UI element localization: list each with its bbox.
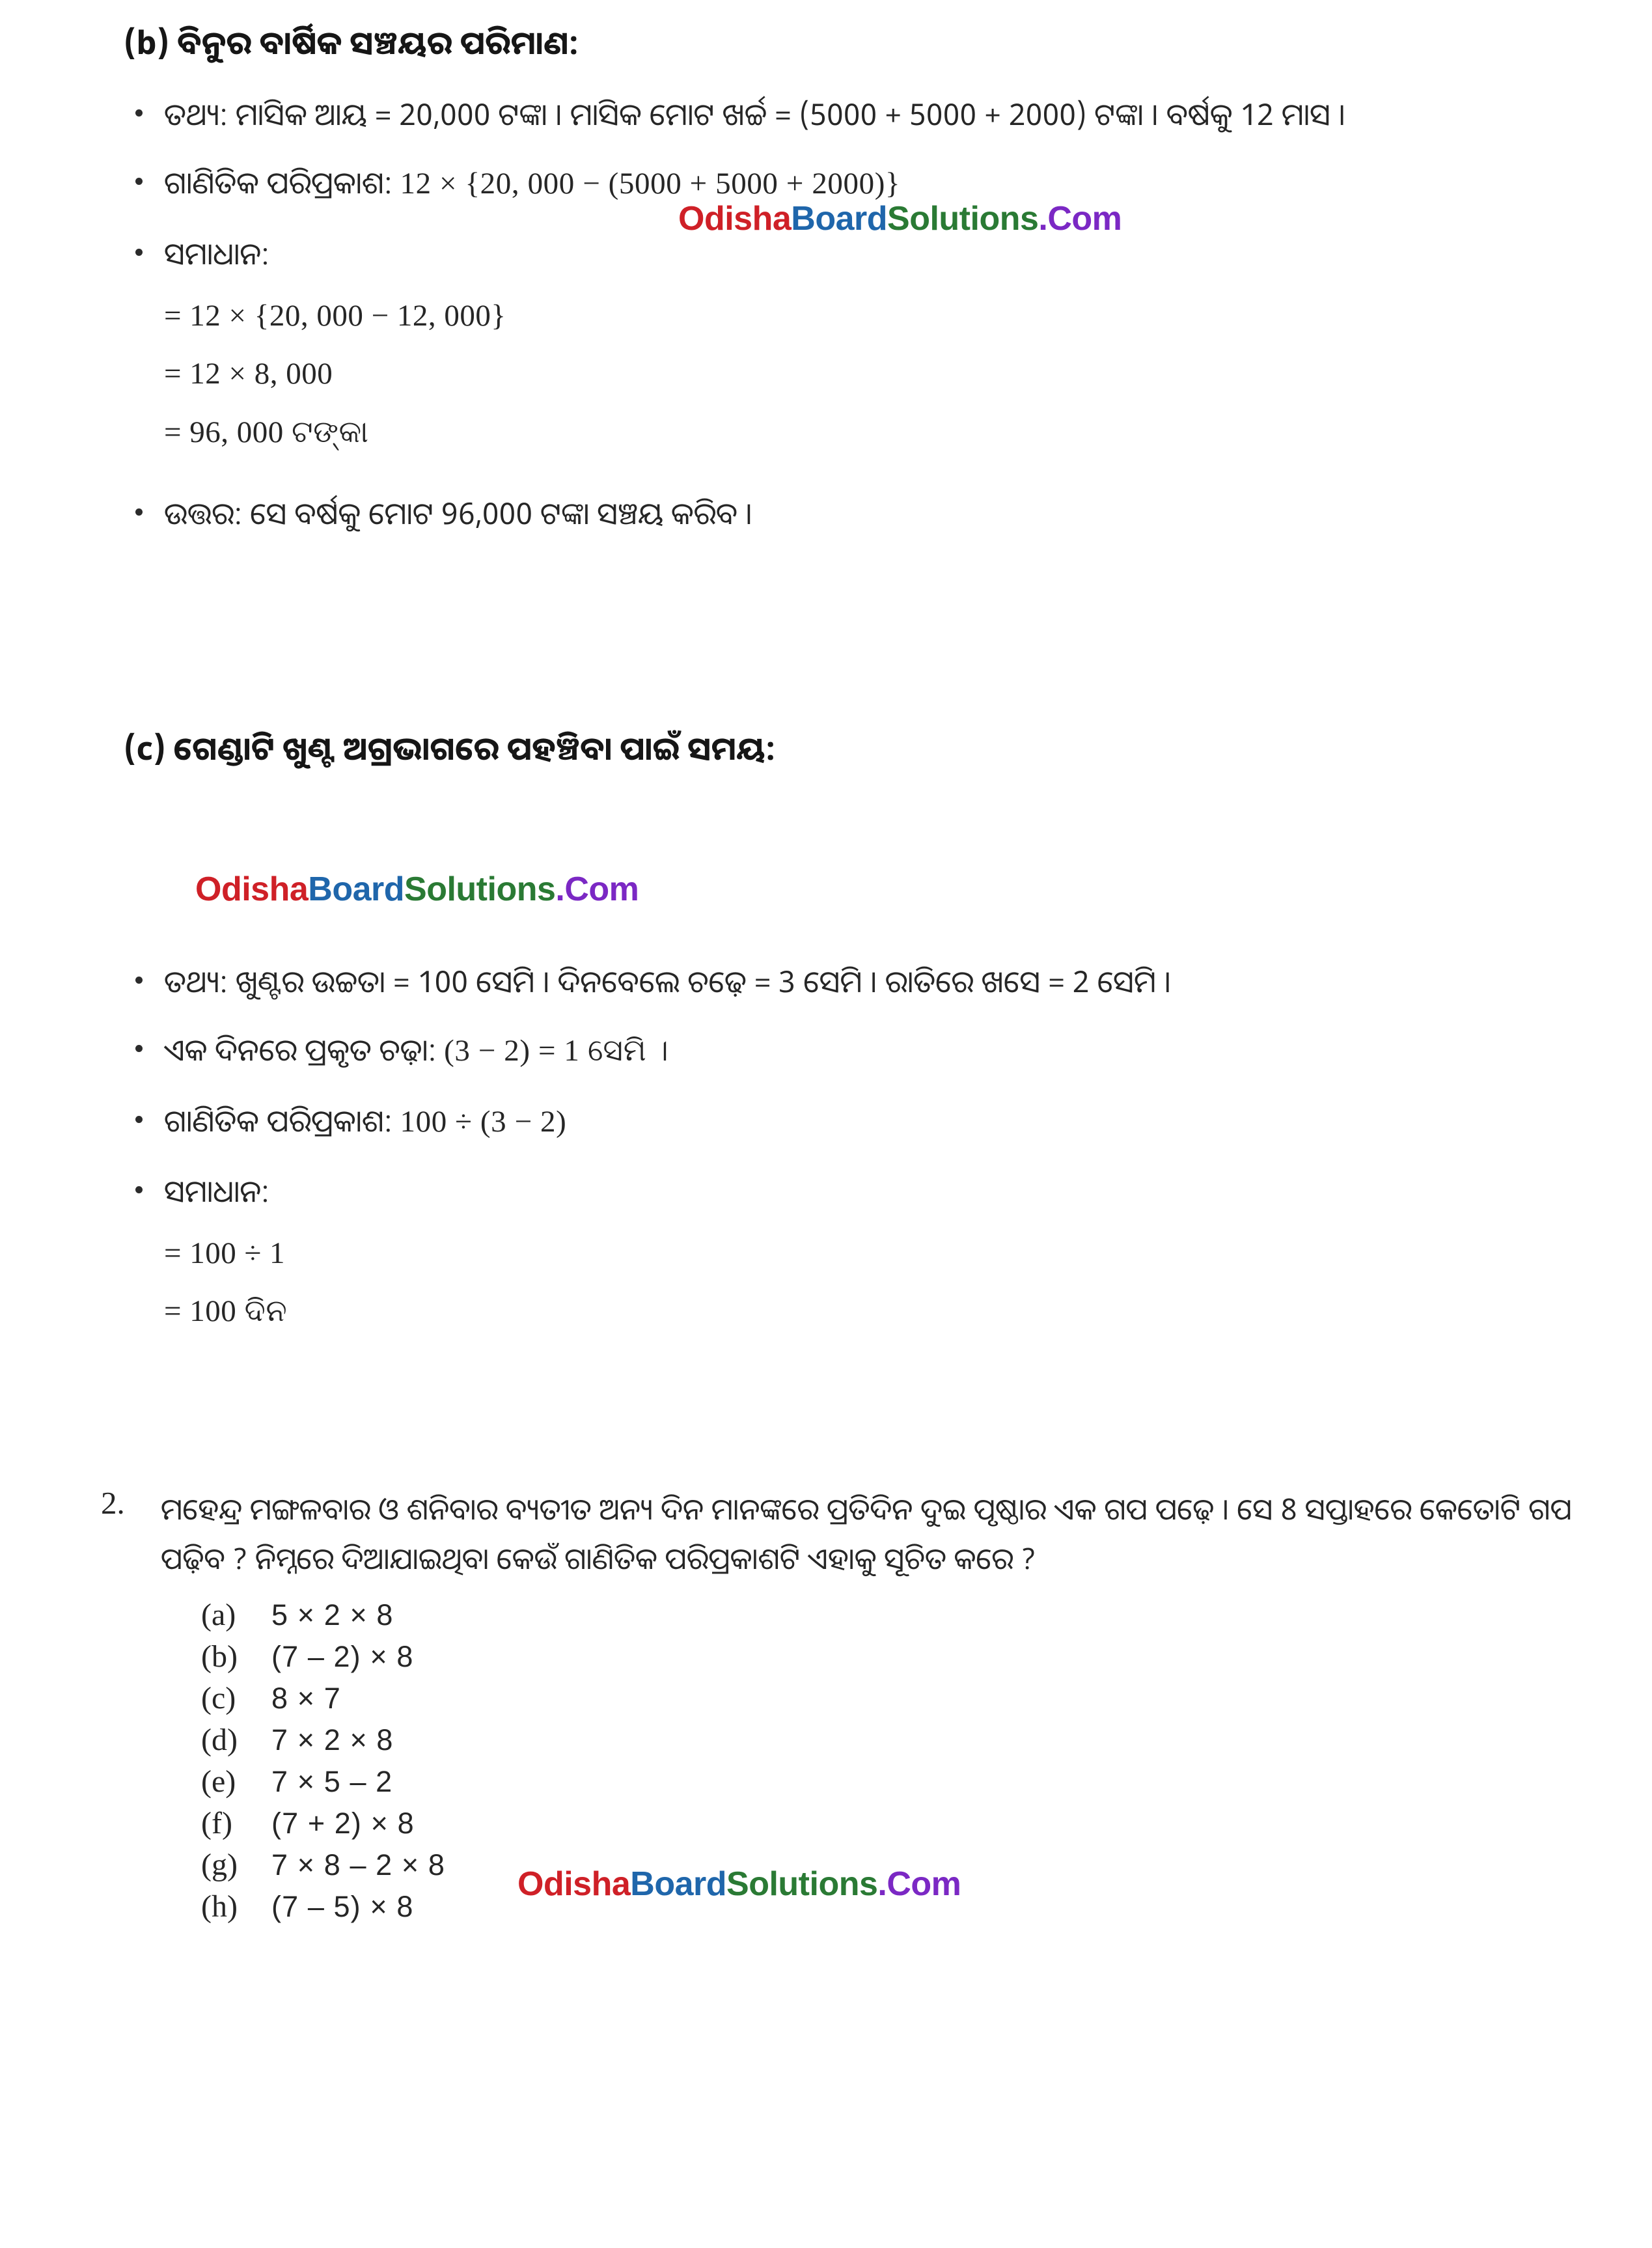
option-c-expression: 8 × 7 <box>271 1682 341 1715</box>
bullet-b-expression-label: ଗାଣିତିକ ପରିପ୍ରକାଶ: <box>164 162 392 203</box>
step-line: = 100 ÷ 1 <box>164 1236 286 1271</box>
option-d-label: (d) <box>201 1723 238 1758</box>
list-item <box>124 957 1588 1006</box>
section-b-heading: (b) ବିନୁର ବାର୍ଷିକ ସଞ୍ଚୟର ପରିମାଣ: <box>124 21 579 64</box>
option-b[interactable] <box>201 1639 1591 1674</box>
watermark-part-com: .Com <box>877 1865 961 1903</box>
watermark-part-com: .Com <box>555 870 639 908</box>
step-line: = 96, 000 ଟଙ୍କା <box>164 415 369 449</box>
bullet-c-given-label: ତଥ୍ୟ: <box>164 961 228 1001</box>
step-line: = 12 × {20, 000 − 12, 000} <box>164 298 506 333</box>
bullet-c-daily-gain-label: ଏକ ଦିନରେ ପ୍ରକୃତ ଚଢ଼ା: <box>164 1029 437 1070</box>
bullet-c-daily-gain <box>164 1025 1588 1076</box>
step-line: = 100 ଦିନ <box>164 1294 288 1329</box>
option-h-label: (h) <box>201 1889 238 1924</box>
option-d[interactable] <box>201 1722 1591 1758</box>
question-2-body <box>161 1484 1591 1930</box>
question-2-number: 2. <box>101 1485 125 1521</box>
option-c[interactable] <box>201 1680 1591 1716</box>
watermark-brand <box>195 872 639 906</box>
bullet-c-expression-label: ଗାଣିତିକ ପରିପ୍ରକାଶ: <box>164 1100 392 1141</box>
option-c-label: (c) <box>201 1681 236 1716</box>
section-c-heading: (c) ଗେଣ୍ଡାଟି ଖୁଣ୍ଟ ଅଗ୍ରଭାଗରେ ପହଞ୍ଚିବା ପାଇଁ ସମୟ: <box>124 727 776 770</box>
bullet-b-given <box>164 90 1588 139</box>
option-d-expression: 7 × 2 × 8 <box>271 1723 394 1757</box>
option-a-label: (a) <box>201 1598 236 1633</box>
section-c <box>124 727 1588 770</box>
option-f[interactable] <box>201 1805 1591 1841</box>
watermark-brand <box>517 1867 961 1901</box>
option-b-label: (b) <box>201 1639 238 1674</box>
watermark-part-odisha: Odisha <box>195 870 309 908</box>
option-f-expression: (7 + 2) × 8 <box>271 1807 415 1840</box>
bullet-c-daily-gain-math: (3 − 2) = 1 ସେମି । <box>444 1034 669 1068</box>
bullet-b-answer-text: ସେ ବର୍ଷକୁ ମୋଟ 96,000 ଟଙ୍କା ସଞ୍ଚୟ କରିବ । <box>250 492 753 533</box>
bullet-b-answer <box>164 489 1588 538</box>
list-item <box>124 1167 1588 1341</box>
question-2 <box>101 1484 1591 1930</box>
watermark-part-board: Board <box>630 1865 727 1903</box>
watermark-part-solutions: Solutions <box>404 870 556 908</box>
bullet-c-solution-label: ସମାଧାନ: <box>164 1170 269 1211</box>
section-b-bullet-list <box>124 90 1588 538</box>
option-e[interactable] <box>201 1764 1591 1799</box>
option-f-label: (f) <box>201 1806 232 1841</box>
option-a-expression: 5 × 2 × 8 <box>271 1598 394 1632</box>
list-item <box>124 1096 1588 1147</box>
watermark-part-board: Board <box>308 870 405 908</box>
bullet-c-given-text: ଖୁଣ୍ଟର ଉଚ୍ଚତା = 100 ସେମି । ଦିନବେଲେ ଚଢ଼େ = 3 ସେମି । ରାତିରେ ଖସେ = 2 ସେମି । <box>235 961 1172 1001</box>
section-c-steps <box>164 1225 1588 1341</box>
watermark-part-board: Board <box>791 200 888 238</box>
watermark-part-odisha: Odisha <box>517 1865 631 1903</box>
section-c-body <box>124 957 1588 1358</box>
bullet-b-given-label: ତଥ୍ୟ: <box>164 94 228 134</box>
section-b <box>124 21 1588 555</box>
list-item <box>124 489 1588 538</box>
bullet-c-expression <box>164 1096 1588 1147</box>
option-g-label: (g) <box>201 1848 238 1883</box>
section-b-steps <box>164 287 1588 462</box>
bullet-c-expression-math: 100 ÷ (3 − 2) <box>400 1104 567 1139</box>
option-b-expression: (7 – 2) × 8 <box>271 1640 414 1674</box>
option-e-expression: 7 × 5 – 2 <box>271 1765 393 1799</box>
list-item <box>124 1025 1588 1076</box>
list-item <box>124 90 1588 139</box>
bullet-b-expression-math: 12 × {20, 000 − (5000 + 5000 + 2000)} <box>400 167 901 201</box>
question-2-text: ମହେନ୍ଦ୍ର ମଙ୍ଗଳବାର ଓ ଶନିବାର ବ୍ୟତୀତ ଅନ୍ୟ ଦିନ ମାନଙ୍କରେ ପ୍ରତିଦିନ ଦୁଇ ପୃଷ୍ଠାର ଏକ ଗପ ପଢ଼େ । ସେ 8 ସପ୍ତାହରେ କେତୋଟି ଗପ ପଢ଼ିବ ? ନିମ୍ନରେ ଦିଆଯାଇଥିବା କେଉଁ ଗାଣିତିକ ପରିପ୍ରକାଶଟି ଏହାକୁ ସୂଚିତ କରେ ? <box>161 1489 1572 1578</box>
section-c-bullet-list <box>124 957 1588 1341</box>
option-a[interactable] <box>201 1597 1591 1633</box>
step-line: = 12 × 8, 000 <box>164 357 333 391</box>
question-2-row <box>101 1484 1591 1930</box>
watermark-part-solutions: Solutions <box>887 200 1039 238</box>
watermark-part-solutions: Solutions <box>726 1865 878 1903</box>
list-item <box>124 229 1588 462</box>
bullet-b-given-text: ମାସିକ ଆୟ = 20,000 ଟଙ୍କା । ମାସିକ ମୋଟ ଖର୍ଚ୍ଚ = (5000 + 5000 + 2000) ଟଙ୍କା । ବର୍ଷକୁ 12 ମାସ । <box>235 94 1346 134</box>
watermark-brand <box>678 202 1122 236</box>
bullet-b-solution-label: ସମାଧାନ: <box>164 232 269 273</box>
bullet-c-given <box>164 957 1588 1006</box>
option-e-label: (e) <box>201 1764 236 1799</box>
watermark-part-odisha: Odisha <box>678 200 792 238</box>
option-h-expression: (7 – 5) × 8 <box>271 1890 414 1924</box>
watermark-part-com: .Com <box>1038 200 1122 238</box>
option-g-expression: 7 × 8 – 2 × 8 <box>271 1848 446 1882</box>
bullet-b-answer-label: ଉତ୍ତର: <box>164 492 243 533</box>
